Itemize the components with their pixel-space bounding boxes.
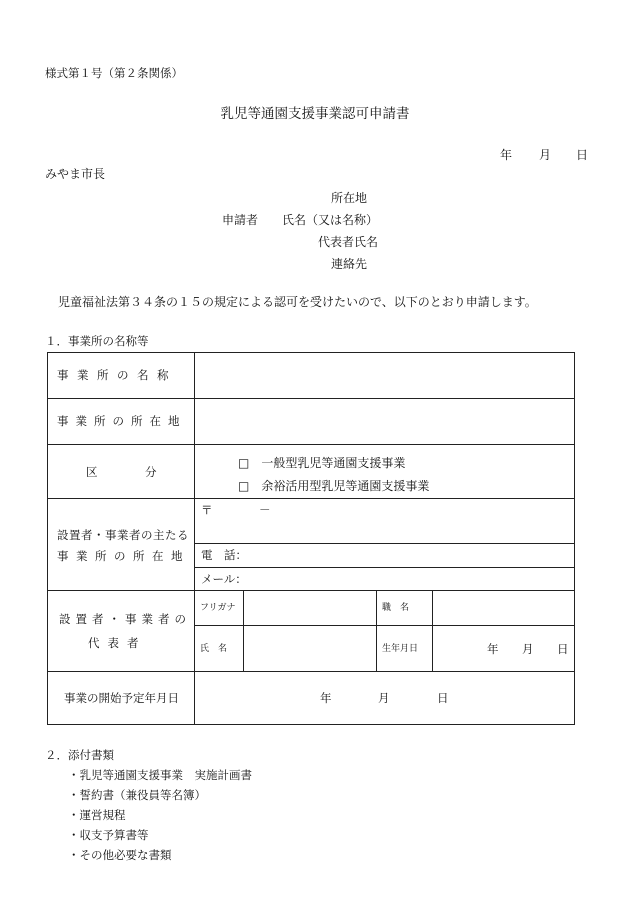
birthdate-label: 生年月日: [382, 644, 419, 654]
email-label: メール：: [201, 572, 247, 586]
date-month: 月: [539, 148, 552, 162]
applicant-representative-label: 代表者氏名: [318, 235, 379, 249]
date-day: 日: [576, 148, 589, 162]
representative-label-line1: 設置者・事業者の: [59, 612, 191, 626]
phone-label: 電 話：: [201, 548, 247, 562]
addressee: みやま市長: [45, 167, 106, 181]
birth-year: 年: [487, 642, 499, 656]
start-day: 日: [437, 691, 449, 705]
category-option-surplus[interactable]: □ 余裕活用型乳児等通園支援事業: [238, 479, 430, 493]
birth-month: 月: [522, 642, 534, 656]
start-year: 年: [320, 691, 332, 705]
attachment-item-rules: ・運営規程: [68, 808, 126, 822]
date-year: 年: [500, 148, 513, 162]
operator-address-label-line2: 事業所の所在地: [57, 549, 190, 563]
start-month: 月: [378, 691, 390, 705]
section1-heading: １．事業所の名称等: [45, 334, 149, 348]
category-option-general[interactable]: □ 一般型乳児等通園支援事業: [238, 456, 406, 470]
operator-address-label-line1: 設置者・事業者の主たる: [57, 528, 189, 542]
facility-name-field[interactable]: [196, 354, 573, 397]
facility-address-field[interactable]: [196, 400, 573, 443]
form-number: 様式第１号（第２条関係）: [45, 66, 183, 80]
postal-mark: 〒: [201, 503, 213, 517]
applicant-name-label: 氏名（又は名称）: [282, 213, 379, 227]
representative-label-line2: 代表者: [88, 636, 147, 650]
furigana-label: フリガナ: [200, 603, 236, 613]
applicant-label: 申請者: [222, 213, 259, 227]
rep-name-label: 氏 名: [200, 644, 228, 654]
birth-day: 日: [557, 642, 569, 656]
attachment-item-pledge: ・誓約書（兼役員等名簿）: [68, 788, 206, 802]
attachment-item-budget: ・収支予算書等: [68, 828, 149, 842]
category-label: [86, 467, 175, 479]
attachment-item-plan: ・乳児等通園支援事業 実施計画書: [68, 768, 252, 782]
applicant-contact-label: 連絡先: [331, 257, 368, 271]
application-statement: 児童福祉法第３４条の１５の規定による認可を受けたいので、以下のとおり申請します。: [58, 295, 537, 309]
facility-name-label: 事業所の名称: [57, 368, 177, 382]
document-title: 乳児等通園支援事業認可申請書: [220, 106, 410, 122]
attachment-item-other: ・その他必要な書類: [68, 848, 172, 862]
postal-dash: －: [259, 503, 271, 517]
applicant-address-label: 所在地: [331, 191, 368, 205]
start-date-label: 事業の開始予定年月日: [64, 691, 179, 705]
facility-address-label: 事業所の所在地: [57, 414, 187, 428]
section2-heading: ２．添付書類: [45, 748, 114, 762]
position-label: 職 名: [382, 603, 410, 613]
category-label-text: 区 分: [86, 465, 175, 479]
